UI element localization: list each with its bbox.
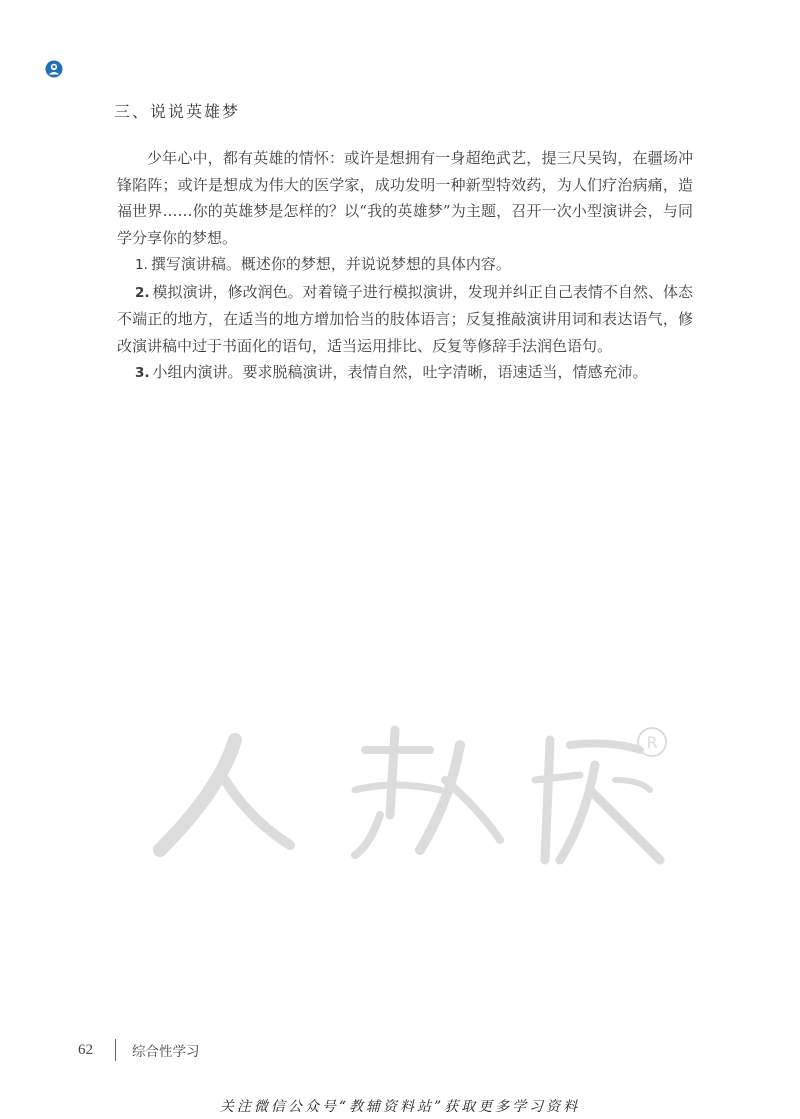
publisher-watermark — [140, 720, 680, 880]
footer-section-name: 综合性学习 — [132, 1044, 200, 1060]
step-number: 3. — [135, 365, 150, 381]
promo-note: 关注微信公众号“教辅资料站”获取更多学习资料 — [219, 1099, 581, 1115]
step-1 — [117, 251, 693, 279]
section-title: 三、说说英雄梦 — [114, 102, 241, 121]
svg-text:R: R — [646, 733, 658, 752]
page-number: 62 — [78, 1041, 93, 1058]
step-3 — [117, 359, 693, 387]
step-number: 2. — [135, 284, 150, 301]
step-2 — [117, 279, 693, 360]
footer-divider — [115, 1039, 116, 1061]
step-text: 撰写演讲稿。概述你的梦想，并说说梦想的具体内容。 — [150, 255, 511, 273]
step-number: 1. — [135, 257, 148, 273]
intro-paragraph: 少年心中，都有英雄的情怀：或许是想拥有一身超绝武艺，提三尺吴钩，在疆场冲锋陷阵；或许是想成为伟大的医学家，成功发明一种新型特效药，为人们疗治病痛，造福世界……你的英雄梦是怎样的？以“我的英雄梦”为主题，召开一次小型演讲会，与同学分享你的梦想。 — [117, 149, 693, 247]
page-footer — [78, 1038, 200, 1062]
publisher-logo-icon — [45, 60, 63, 78]
activity-content — [117, 145, 693, 387]
step-text: 模拟演讲，修改润色。对着镜子进行模拟演讲，发现并纠正自己表情不自然、体态不端正的地方，在适当的地方增加恰当的肢体语言；反复推敲演讲用词和表达语气，修改演讲稿中过于书面化的语句，适当运用排比、反复等修辞手法润色语句。 — [117, 282, 693, 355]
step-text: 小组内演讲。要求脱稿演讲，表情自然，吐字清晰，语速适当，情感充沛。 — [152, 363, 648, 381]
